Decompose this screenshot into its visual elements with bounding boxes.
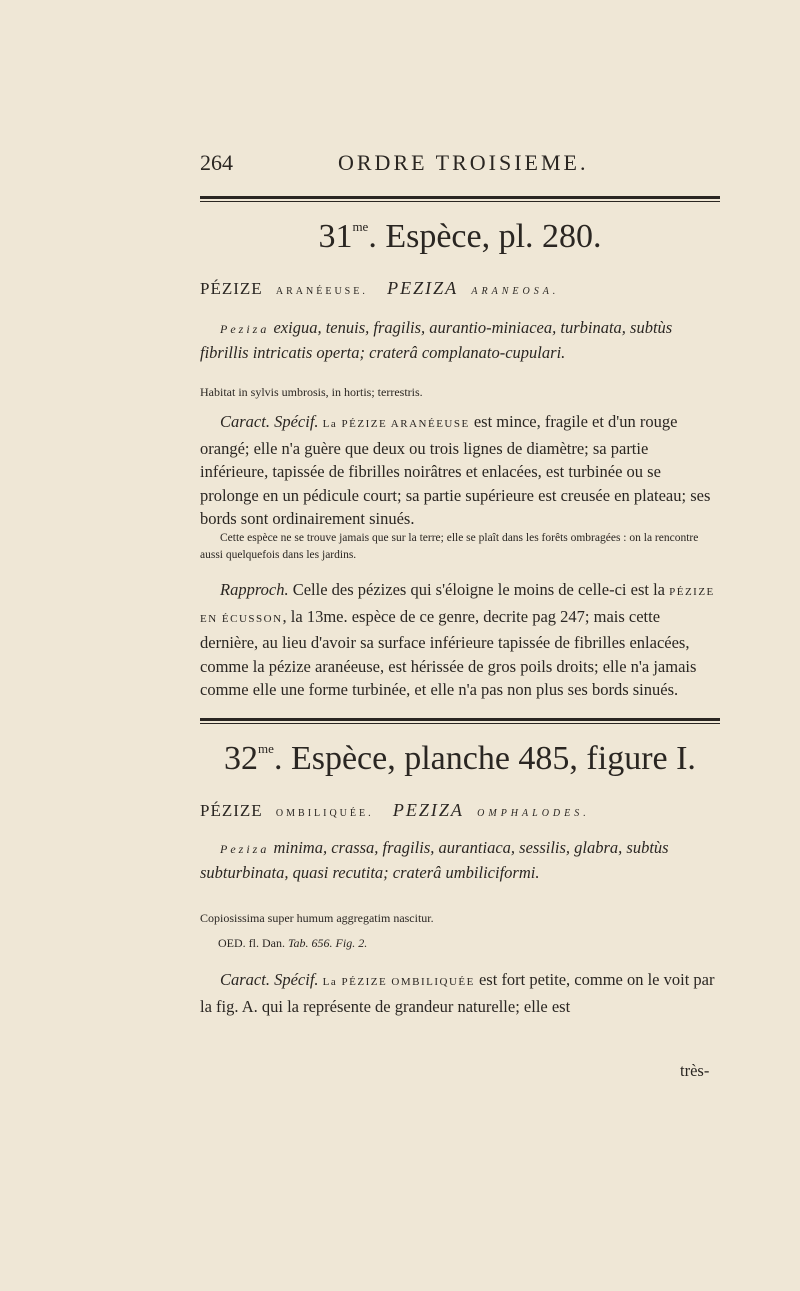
habitat-31: Habitat in sylvis umbrosis, in hortis; terrestris.: [200, 385, 423, 399]
latin-epithet: ARANEOSA.: [471, 286, 560, 297]
french-name: PÉZIZE: [200, 279, 263, 298]
catchword: très-: [680, 1061, 710, 1080]
french-name: PÉZIZE: [200, 801, 263, 820]
page-header: [200, 150, 720, 180]
latin-epithet: OMPHALODES.: [477, 808, 590, 819]
species-heading-31: $31^{me}$. Espèce, pl. 280.: [318, 218, 602, 255]
diagnosis-31: Peziza exigua, tenuis, fragilis, aurantio-miniacea, turbinata, subtùs fibrillis intricatis operta; craterâ complanato-cupulari.: [200, 318, 673, 362]
header-rule: [200, 196, 720, 202]
french-epithet: OMBILIQUÉE.: [275, 808, 374, 819]
latin-genus: PEZIZA: [387, 278, 459, 298]
diagnosis-32: Peziza minima, crassa, fragilis, aurantiaca, sessilis, glabra, subtùs subturbinata, quasi recutita; craterâ umbiliciformi.: [200, 838, 669, 882]
habitat-32: Copiosissima super humum aggregatim nascitur.: [200, 911, 434, 925]
species-name-line-31: [200, 278, 760, 299]
species-heading-32: $32^{me}$. Espèce, planche 485, figure I.: [224, 740, 696, 777]
page-number: 264: [200, 150, 233, 175]
note-31: Cette espèce ne se trouve jamais que sur la terre; elle se plaît dans les forêts ombragées : on la rencontre aussi quelquefois dans les jardins.: [200, 532, 699, 561]
caract-32: Caract. Spécif. La PÉZIZE OMBILIQUÉE est fort petite, comme on le voit par la fig. A. qui la représente de grandeur naturelle; elle est: [200, 970, 715, 1016]
rapproch-31: Rapproch. Celle des pézizes qui s'éloigne le moins de celle-ci est la PÉZIZE EN ÉCUSSON, la 13me. espèce de ce genre, decrite pag 247; mais cette dernière, au lieu d'avoir sa surface inférieure tapissée de fibrilles enlacées, comme la pézize aranéeuse, est hérissée de gros poils droits; elle n'a jamais comme elle une forme turbinée, et elle n'a pas non plus ses bords sinués.: [200, 580, 715, 699]
species-name-line-32: [200, 800, 760, 821]
running-title: ORDRE TROISIEME.: [338, 150, 589, 175]
french-epithet: ARANÉEUSE.: [275, 286, 368, 297]
latin-genus: PEZIZA: [392, 800, 464, 820]
section-rule: [200, 718, 720, 724]
reference-32: OED. fl. Dan. Tab. 656. Fig. 2.: [218, 936, 368, 950]
caract-31: Caract. Spécif. La PÉZIZE ARANÉEUSE est mince, fragile et d'un rouge orangé; elle n'a guère que deux ou trois lignes de diamètre; sa partie inférieure, tapissée de fibrilles noirâtres et enlacées, est turbinée ou se prolonge en un pédicule court; sa partie supérieure est creusée en plateau; ses bords sont ordinairement sinués.: [200, 412, 711, 528]
